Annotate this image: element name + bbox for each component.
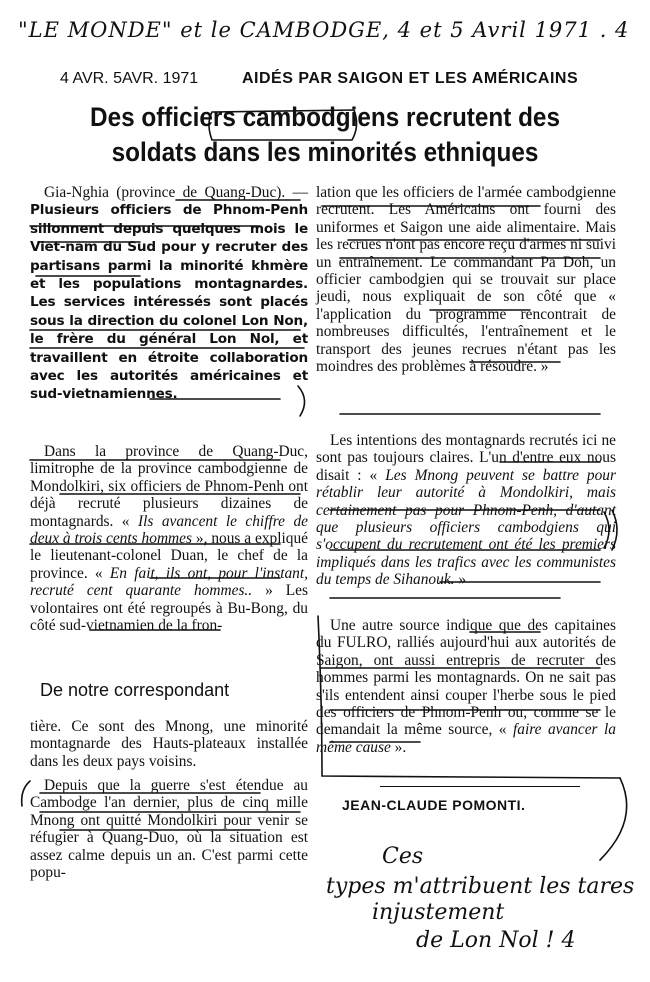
- lead-paragraph: [30, 184, 308, 404]
- text-run: Une autre source indique que des capitaines du FULRO, ralliés aujourd'hui aux autorités de Saigon, ont aussi entrepris de recruter des hommes parmi les montagnards. On ne sait pas s'ils entendent ainsi couper l'herbe sous le pied des officiers de Phnom-Penh ou, comme se le demandait la même source, «: [316, 617, 616, 739]
- quote-run: faire avancer la même cause: [316, 721, 616, 756]
- article-headline: Des officiers cambodgiens recrutent des soldats dans les minorités ethniques: [90, 102, 560, 167]
- date-stamp: 4 AVR. 5AVR. 1971: [60, 70, 199, 87]
- text-run: Dans la province de Quang-Duc, limitrophe de la province cambodgienne de Mondolkiri, six officiers de Phnom-Penh ont déjà recruté plusieurs dizaines de montagnards. «: [30, 443, 308, 530]
- text-run: »: [458, 571, 467, 589]
- handwritten-annotation: [320, 842, 635, 962]
- annotation-line: Ces: [382, 844, 424, 869]
- column1-paragraph2: [30, 443, 308, 634]
- quote-run: Ils avancent le chiffre de deux à trois cents hommes: [30, 512, 308, 548]
- text-run: tière. Ce sont des Mnong, une minorité montagnarde des Hauts-plateaux installée dans les deux pays voisins.: [30, 718, 308, 770]
- annotation-line: injustement: [372, 900, 505, 925]
- byline: JEAN-CLAUDE POMONTI.: [342, 797, 526, 813]
- annotation-line: de Lon Nol ! 4: [416, 928, 576, 953]
- quote-run: En fait, ils ont, pour l'instant, recruté cent quarante hommes..: [30, 564, 308, 600]
- column2-paragraph2: [316, 432, 616, 589]
- article-kicker: AIDÉS PAR SAIGON ET LES AMÉRICAINS: [242, 70, 579, 87]
- correspondent-label: De notre correspondant: [40, 680, 230, 700]
- annotation-line: types m'attribuent les tares: [326, 874, 635, 899]
- column1-paragraph2-cont: [30, 718, 308, 770]
- column1-paragraph3: [30, 777, 308, 881]
- text-run: Depuis que la guerre s'est étendue au Cambodge l'an dernier, plus de cinq mille Mnong ont quitté Mondolkiri pour venir se réfugier à Quang-Duo, où la situation est assez calme depuis un an. C'est parmi cette popu-: [30, 777, 308, 882]
- quote-run: Les Mnong peuvent se battre pour rétablir leur autorité à Mondolkiri, mais certainement pas pour Phnom-Penh, d'autant que plusieurs officiers cambodgiens qui s'occupent du recrutement ont été les premiers impliqués dans les trafics avec les communistes du temps de Sihanouk.: [316, 466, 616, 589]
- text-run: » Les volontaires ont été regroupés à Bu-Bong, du côté sud-vietnamien de la fron-: [30, 582, 308, 635]
- lead-dateline: Gia-Nghia (province de Quang-Duc). —: [44, 184, 308, 201]
- column2-paragraph1: [316, 184, 616, 375]
- handwritten-source-note: "LE MONDE" et le CAMBODGE, 4 et 5 Avril 1971 . 4: [18, 18, 630, 42]
- lead-text: Plusieurs officiers de Phnom-Penh sillonnent depuis quelques mois le Viet-nam du Sud pour y recruter des partisans parmi la minorité khmère et les populations montagnardes. Les services intéressés sont placés sous la direction du colonel Lon Non, le frère du général Lon Nol, et travaillent en étroite collaboration avec les autorités américaines et sud-vietnamiennes.: [30, 202, 308, 403]
- byline-rule: [380, 786, 580, 787]
- text-run: Les intentions des montagnards recrutés ici ne sont pas toujours claires. L'un d'entre eux nous disait : «: [316, 432, 616, 484]
- column2-paragraph3: [316, 617, 616, 756]
- text-run: lation que les officiers de l'armée cambodgienne recrutent. Les Américains ont fourni des uniformes et Saigon une aide alimentaire. Mais les recrues n'ont pas encore reçu d'armes ni suivi un entraînement. Le commandant Pa Doh, un officier cambodgien qui se trouvait sur place jeudi, nous expliquait de son côté que « l'application du programme rencontrait de nombreuses difficultés, l'entraînement et le transport des jeunes recrues n'étant pas les moindres des problèmes à résoudre. »: [316, 184, 616, 376]
- col1-bracket-mark: [22, 781, 30, 806]
- text-run: », nous a expliqué le lieutenant-colonel Duan, le chef de la province. «: [30, 530, 308, 582]
- text-run: ».: [394, 738, 407, 756]
